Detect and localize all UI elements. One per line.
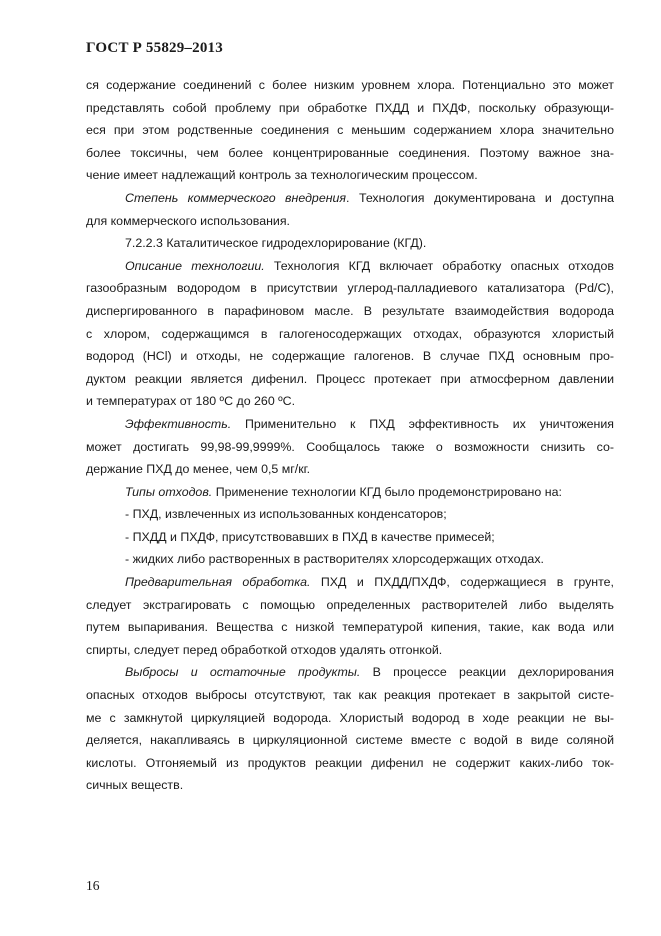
document-header: ГОСТ Р 55829–2013 xyxy=(86,40,223,56)
text-run: с хлором, содержащимся в галогеносодержащих отходах, образуются хлористый xyxy=(86,326,614,341)
italic-run-heading: Степень коммерческого внедрения xyxy=(125,190,347,205)
text-run: опасных отходов выбросы отсутствуют, так как реакция протекает в закрытой систе- xyxy=(86,688,614,703)
text-line xyxy=(86,142,614,165)
page-number: 16 xyxy=(86,878,100,893)
text-run: газообразным водородом в присутствии углерод-палладиевого катализатора (Pd/C), xyxy=(86,281,614,296)
text-run: для коммерческого использования. xyxy=(86,213,290,228)
text-run: - жидких либо растворенных в растворителях хлорсодержащих отходах. xyxy=(125,552,544,567)
text-line xyxy=(86,277,614,300)
text-run: и температурах от 180 ºС до 260 ºС. xyxy=(86,394,296,409)
text-line xyxy=(86,503,614,526)
text-line xyxy=(86,661,614,684)
text-run: чение имеет надлежащий контроль за технологическим процессом. xyxy=(86,168,478,183)
text-line xyxy=(86,729,614,752)
text-line xyxy=(86,436,614,459)
text-run: Применительно к ПХД эффективность их уничтожения xyxy=(231,416,614,431)
text-line xyxy=(86,164,614,187)
text-run: кислоты. Отгоняемый из продуктов реакции дифенил не содержит каких-либо ток- xyxy=(86,755,614,770)
text-line xyxy=(86,345,614,368)
text-line xyxy=(86,639,614,662)
text-line xyxy=(86,526,614,549)
italic-run-heading: Описание технологии. xyxy=(125,258,265,273)
text-run: Технология КГД включает обработку опасных отходов xyxy=(264,258,614,273)
text-line xyxy=(86,707,614,730)
text-run: ме с замкнутой циркуляцией водорода. Хлористый водород в ходе реакции не вы- xyxy=(86,710,614,725)
text-run: спирты, следует перед обработкой отходов удалять отгонкой. xyxy=(86,642,443,657)
text-run: представлять собой проблему при обработке ПХДД и ПХДФ, поскольку образующи- xyxy=(86,100,614,115)
text-line xyxy=(86,255,614,278)
text-line xyxy=(86,368,614,391)
text-line xyxy=(86,594,614,617)
text-line xyxy=(86,390,614,413)
text-run: В процессе реакции дехлорирования xyxy=(360,665,614,680)
text-run: - ПХДД и ПХДФ, присутствовавших в ПХД в качестве примесей; xyxy=(125,529,495,544)
text-run: следует экстрагировать с помощью определенных растворителей либо выделять xyxy=(86,597,614,612)
text-line xyxy=(86,232,614,255)
text-run: водород (HCl) и отходы, не содержащие галогенов. В случае ПХД основным про- xyxy=(86,349,614,364)
text-line xyxy=(86,571,614,594)
text-line xyxy=(86,616,614,639)
body-text xyxy=(86,74,614,797)
text-run: может достигать 99,98-99,9999%. Сообщалось также о возможности снизить со- xyxy=(86,439,614,454)
text-run: дуктом реакции является дифенил. Процесс протекает при атмосферном давлении xyxy=(86,371,614,386)
text-run: еся при этом родственные соединения с меньшим содержанием хлора значительно xyxy=(86,123,614,138)
text-line xyxy=(86,74,614,97)
text-line xyxy=(86,323,614,346)
text-line xyxy=(86,210,614,233)
text-run: . Технология документирована и доступна xyxy=(346,190,614,205)
text-run: деляется, накапливаясь в циркуляционной системе вместе с водой в виде соляной xyxy=(86,733,614,748)
italic-run-heading: Выбросы и остаточные продукты. xyxy=(125,665,361,680)
text-run: - ПХД, извлеченных из использованных конденсаторов; xyxy=(125,507,447,522)
text-line xyxy=(86,684,614,707)
text-line xyxy=(86,752,614,775)
text-run: сичных веществ. xyxy=(86,778,184,793)
text-line xyxy=(86,481,614,504)
text-line xyxy=(86,187,614,210)
text-line xyxy=(86,119,614,142)
text-run: держание ПХД до менее, чем 0,5 мг/кг. xyxy=(86,462,311,477)
text-run: более токсичны, чем более концентрированные соединения. Поэтому важное зна- xyxy=(86,145,614,160)
text-run: 7.2.2.3 Каталитическое гидродехлорирование (КГД). xyxy=(125,236,427,251)
text-run: ся содержание соединений с более низким уровнем хлора. Потенциально это может xyxy=(86,78,614,92)
text-line xyxy=(86,774,614,797)
text-run: диспергированного в парафиновом масле. В результате взаимодействия водорода xyxy=(86,303,614,318)
text-run: путем выпаривания. Вещества с низкой температурой кипения, такие, как вода или xyxy=(86,620,614,635)
text-line xyxy=(86,458,614,481)
text-line xyxy=(86,413,614,436)
text-run: ПХД и ПХДД/ПХДФ, содержащиеся в грунте, xyxy=(310,575,614,590)
text-line xyxy=(86,300,614,323)
text-line xyxy=(86,97,614,120)
text-line xyxy=(86,548,614,571)
text-run: Применение технологии КГД было продемонстрировано на: xyxy=(212,484,562,499)
italic-run-heading: Предварительная обработка. xyxy=(125,575,311,590)
italic-run-heading: Эффективность. xyxy=(125,416,232,431)
italic-run-heading: Типы отходов. xyxy=(125,484,213,499)
